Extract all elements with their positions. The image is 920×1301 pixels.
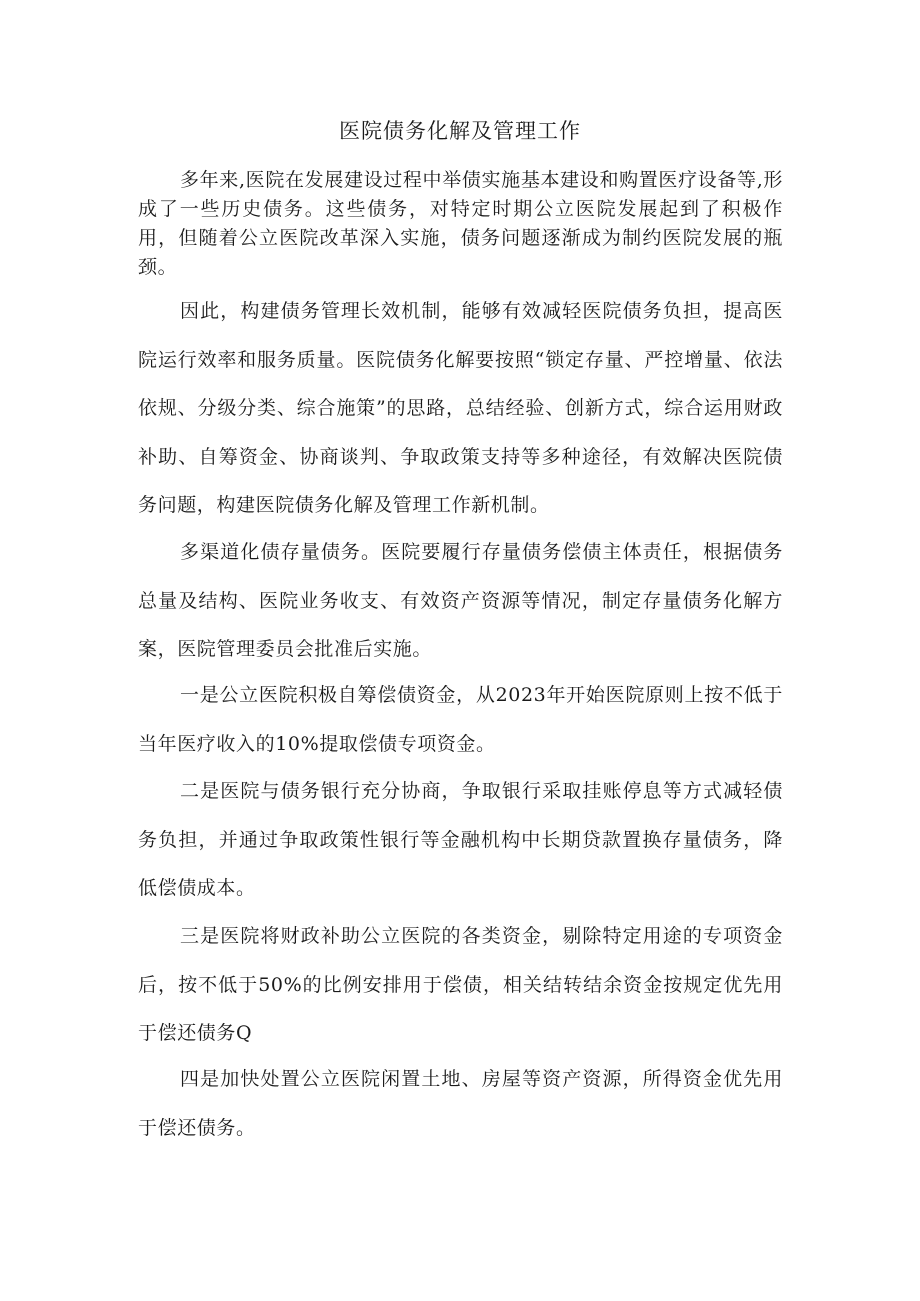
paragraph-intro: 多年来,医院在发展建设过程中举债实施基本建设和购置医疗设备等,形成了一些历史债务。这些债务，对特定时期公立医院发展起到了积极作用，但随着公立医院改革深入实施，债务问题逐渐成为制约医院发展的瓶颈。 <box>138 169 783 278</box>
document-title: 医院债务化解及管理工作 <box>339 119 581 143</box>
paragraph-mechanism: 因此，构建债务管理长效机制，能够有效减轻医院债务负担，提高医院运行效率和服务质量。医院债务化解要按照“锁定存量、严控增量、依法依规、分级分类、综合施策”的思路，总结经验、创新方式，综合运用财政补助、自筹资金、协商谈判、争取政策支持等多种途径，有效解决医院债务问题，构建医院债务化解及管理工作新机制。 <box>138 300 783 516</box>
paragraph-measure-two: 二是医院与债务银行充分协商，争取银行采取挂账停息等方式减轻债务负担，并通过争取政策性银行等金融机构中长期贷款置换存量债务，降低偿债成本。 <box>138 780 783 899</box>
paragraph-measure-three: 三是医院将财政补助公立医院的各类资金，剔除特定用途的专项资金后，按不低于50%的比例安排用于偿债，相关结转结余资金按规定优先用于偿还债务Q <box>138 925 783 1044</box>
paragraph-measure-one: 一是公立医院积极自筹偿债资金，从2023年开始医院原则上按不低于当年医疗收入的10%提取偿债专项资金。 <box>138 684 783 755</box>
paragraph-measure-four: 四是加快处置公立医院闲置土地、房屋等资产资源，所得资金优先用于偿还债务。 <box>138 1068 783 1139</box>
paragraph-multichannel: 多渠道化债存量债务。医院要履行存量债务偿债主体责任，根据债务总量及结构、医院业务收支、有效资产资源等情况，制定存量债务化解方案，医院管理委员会批准后实施。 <box>138 541 783 660</box>
